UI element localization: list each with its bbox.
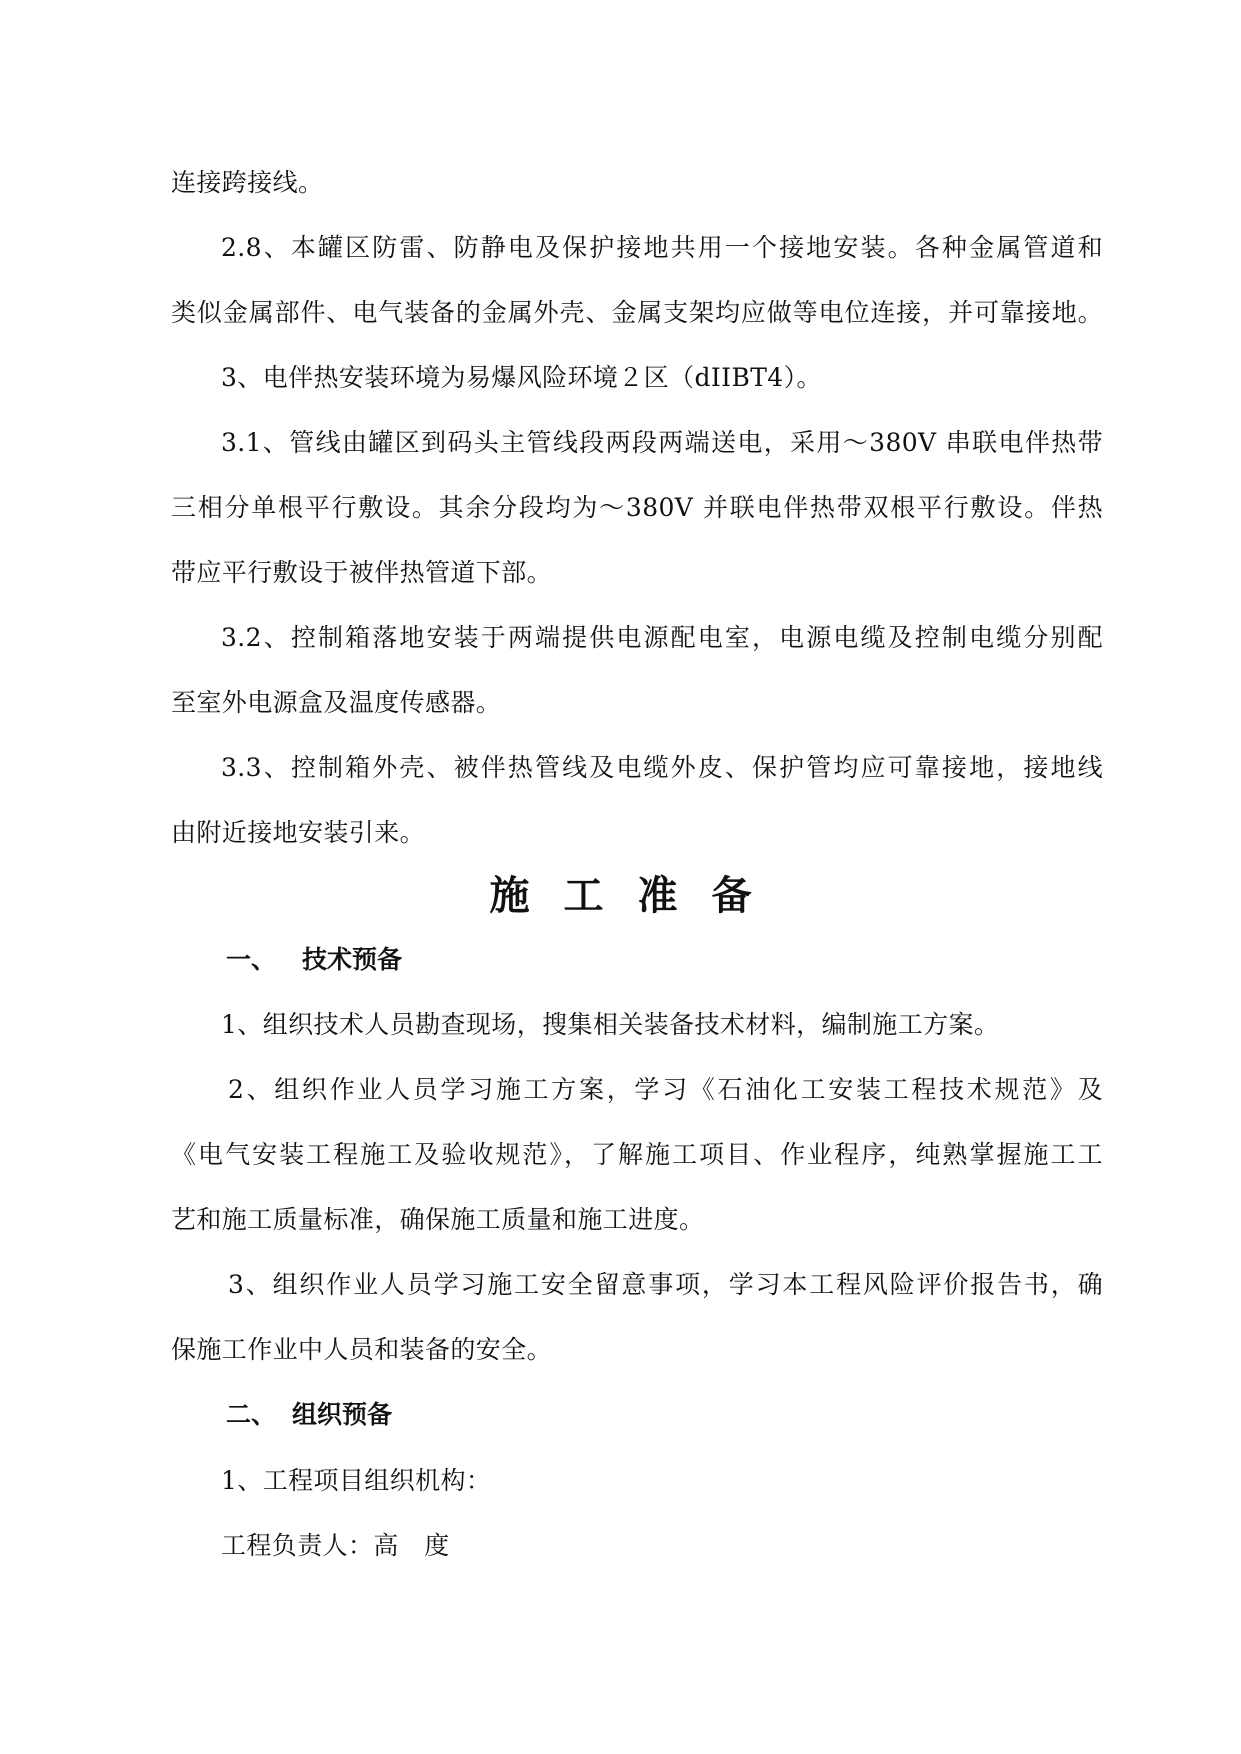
paragraph-line: 3.1、管线由罐区到码头主管线段两段两端送电，采用～380V 串联电伴热带 [221,428,1103,457]
paragraph-line: 艺和施工质量标准，确保施工质量和施工进度。 [171,1205,705,1234]
paragraph-line: 三相分单根平行敷设。其余分段均为～380V 并联电伴热带双根平行敷设。伴热 [171,493,1103,522]
paragraph-line: 1、工程项目组织机构： [221,1466,492,1495]
heading-title: 技术预备 [302,945,403,974]
paragraph-line: 连接跨接线。 [171,168,324,197]
paragraph-line: 3.3、控制箱外壳、被伴热管线及电缆外皮、保护管均应可靠接地，接地线 [221,753,1103,782]
responsible-line [221,1531,450,1561]
paragraph-line: 3、组织作业人员学习施工安全留意事项，学习本工程风险评价报告书，确 [228,1270,1103,1299]
paragraph-line: 《电气安装工程施工及验收规范》，了解施工项目、作业程序，纯熟掌握施工工 [171,1140,1103,1169]
heading-number: 一、 [226,945,277,974]
paragraph-line: 3、电伴热安装环境为易爆风险环境２区（dIIBT4）。 [221,363,822,392]
paragraph-line: 保施工作业中人员和装备的安全。 [171,1335,553,1364]
heading-number: 二、 [226,1400,277,1429]
paragraph-line: 至室外电源盒及温度传感器。 [171,688,502,717]
paragraph-line: 带应平行敷设于被伴热管道下部。 [171,558,553,587]
paragraph-line: 类似金属部件、电气装备的金属外壳、金属支架均应做等电位连接，并可靠接地。 [171,298,1103,327]
section-title: 施工准备 [489,872,786,919]
paragraph-line: 2、组织作业人员学习施工方案，学习《石油化工安装工程技术规范》及 [228,1075,1103,1104]
paragraph-line: 1、组织技术人员勘查现场，搜集相关装备技术材料，编制施工方案。 [221,1010,1000,1039]
paragraph-line: 由附近接地安装引来。 [171,818,426,847]
responsible-label: 工程负责人： [221,1531,374,1560]
paragraph-line: 2.8、本罐区防雷、防静电及保护接地共用一个接地安装。各种金属管道和 [221,233,1103,262]
heading-title: 组织预备 [292,1400,393,1429]
paragraph-line: 3.2、控制箱落地安装于两端提供电源配电室，电源电缆及控制电缆分别配 [221,623,1103,652]
responsible-name: 高 度 [373,1531,450,1560]
